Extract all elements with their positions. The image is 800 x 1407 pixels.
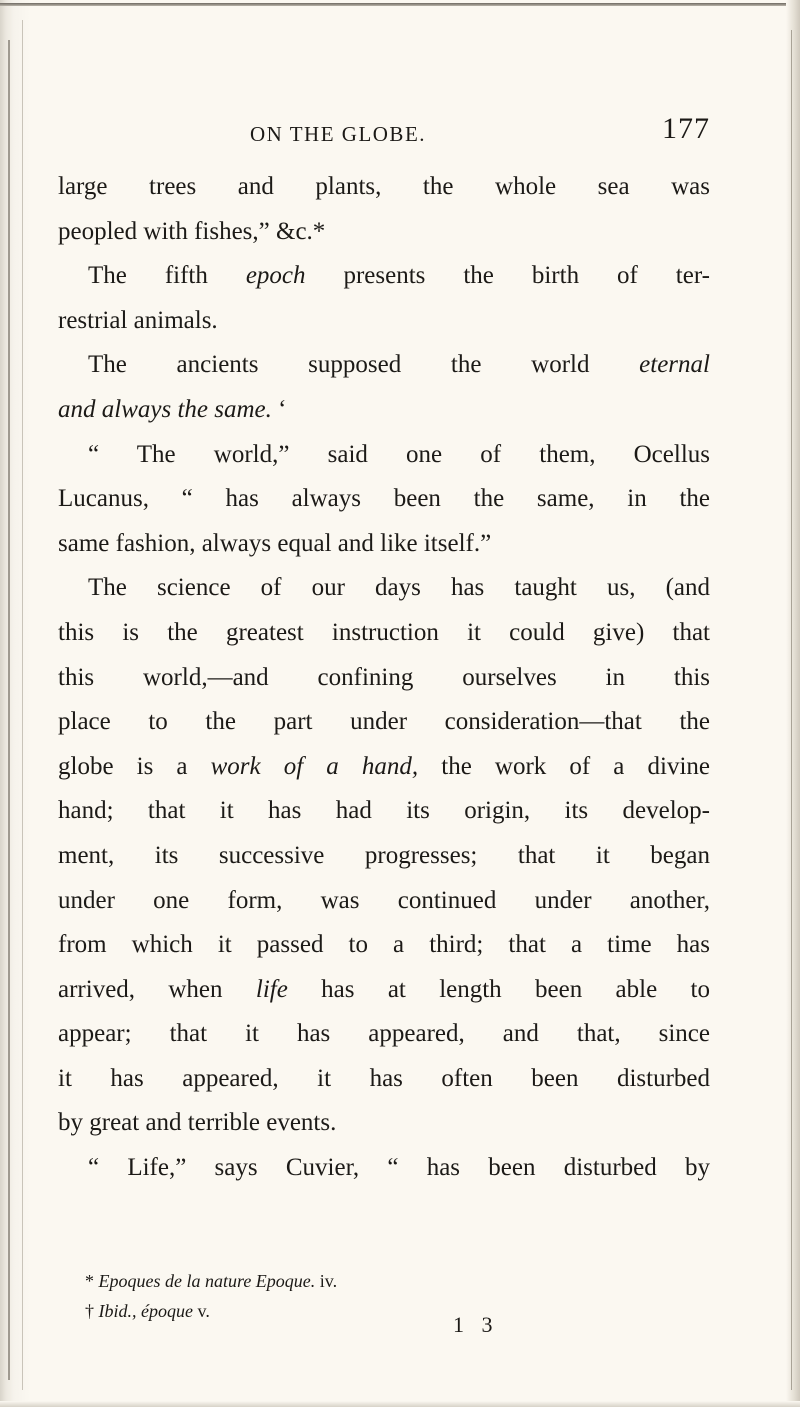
text-run: The ancients supposed the world: [88, 351, 640, 379]
fore-edge-line: [791, 30, 792, 1390]
text-run: The science of our days has taught us, (and: [88, 574, 710, 602]
text-line: [58, 343, 710, 388]
text-run: ment, its successive progresses; that it began: [58, 841, 710, 869]
footnotes: [85, 1266, 705, 1326]
text-run: ‘: [271, 395, 287, 423]
text-line: [58, 834, 710, 879]
text-run: globe is a: [58, 752, 211, 780]
page-fore-edge: [786, 0, 800, 1407]
text-run: place to the part under consideration—that the: [58, 708, 710, 736]
text-line: [58, 1146, 710, 1191]
text-run: Lucanus, “ has always been the same, in the: [58, 485, 710, 513]
page-top-edge: [0, 3, 800, 6]
text-line: [58, 522, 710, 567]
text-run: hand; that it has had its origin, its develop-: [58, 797, 710, 825]
text-run: arrived, when: [58, 975, 256, 1003]
italic-run: work of a hand,: [210, 752, 419, 780]
text-run: under one form, was continued under another,: [58, 886, 710, 914]
text-line: [58, 299, 710, 344]
text-run: peopled with fishes,” &c.*: [58, 217, 326, 245]
footnote-run: *: [85, 1271, 99, 1291]
text-line: [58, 566, 710, 611]
binding-line-inner: [22, 20, 23, 1390]
italic-run: eternal: [639, 351, 710, 379]
text-line: [58, 165, 710, 210]
signature-mark: 1 3: [453, 1312, 499, 1337]
text-line: [58, 1101, 710, 1146]
page-number: 177: [662, 112, 710, 145]
text-run: this world,—and confining ourselves in this: [58, 663, 710, 691]
text-line: [58, 879, 710, 924]
running-head-title: ON THE GLOBE.: [250, 122, 427, 146]
text-line: [58, 700, 710, 745]
text-line: [58, 1057, 710, 1102]
text-run: has at length been able to: [287, 975, 710, 1003]
text-line: [58, 210, 710, 255]
text-run: appear; that it has appeared, and that, since: [58, 1020, 710, 1048]
footnote-italic-run: Ibid., époque: [98, 1301, 193, 1321]
footnote-run: v.: [192, 1301, 210, 1321]
footnote-run: iv.: [315, 1271, 338, 1291]
text-line: [58, 477, 710, 522]
italic-run: and always the same.: [58, 395, 272, 423]
text-run: by great and terrible events.: [58, 1109, 337, 1137]
text-run: restrial animals.: [58, 306, 218, 334]
text-run: The fifth: [88, 262, 246, 290]
text-line: [58, 923, 710, 968]
footnote-run: †: [85, 1301, 99, 1321]
text-run: presents the birth of ter-: [305, 262, 710, 290]
text-run: “ The world,” said one of them, Ocellus: [88, 440, 710, 468]
text-run: from which it passed to a third; that a time has: [58, 931, 710, 959]
text-run: “ Life,” says Cuvier, “ has been disturbed by: [88, 1154, 710, 1182]
text-run: the work of a divine: [418, 752, 710, 780]
italic-run: life: [255, 975, 288, 1003]
text-line: [58, 656, 710, 701]
footnote-italic-run: Epoques de la nature Epoque.: [98, 1271, 316, 1291]
italic-run: epoch: [245, 262, 306, 290]
text-run: same fashion, always equal and like itself.”: [58, 529, 492, 557]
footnote: [85, 1296, 705, 1326]
text-line: [58, 1012, 710, 1057]
text-line: [58, 388, 710, 433]
text-run: this is the greatest instruction it could give) that: [58, 618, 710, 646]
text-line: [58, 745, 710, 790]
footnote: [85, 1266, 705, 1296]
page-gutter: [0, 0, 30, 1407]
text-run: large trees and plants, the whole sea was: [58, 173, 710, 200]
running-head: [250, 112, 710, 152]
body-text: [58, 165, 710, 1191]
text-line: [58, 254, 710, 299]
text-line: [58, 611, 710, 656]
page-bottom-edge: [0, 1401, 800, 1407]
text-line: [58, 968, 710, 1013]
binding-line: [8, 40, 10, 1380]
text-line: [58, 789, 710, 834]
text-line: [58, 433, 710, 478]
text-run: it has appeared, it has often been disturbed: [58, 1064, 710, 1092]
